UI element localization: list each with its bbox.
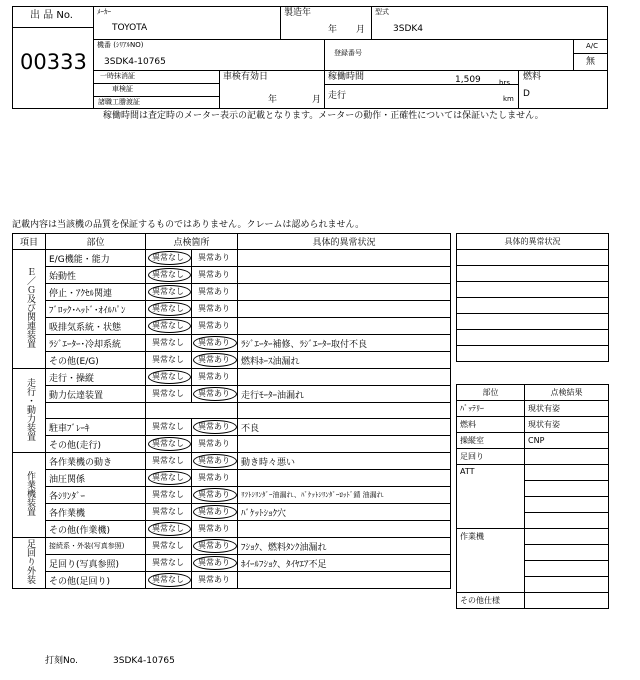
divider bbox=[191, 419, 192, 435]
part-cell: ﾗｼﾞｴｰﾀｰ･冷却系統 bbox=[46, 335, 146, 352]
check-cell bbox=[146, 538, 238, 555]
insp-year-unit: 年 bbox=[268, 95, 278, 105]
abnormal-option: 異常あり bbox=[198, 541, 230, 550]
abnormal-option: 異常あり bbox=[198, 389, 230, 398]
divider bbox=[12, 27, 94, 28]
group-label bbox=[13, 250, 46, 369]
part-cell: 各作業機の動き bbox=[46, 453, 146, 470]
part-cell: その他(走行) bbox=[46, 436, 146, 453]
divider bbox=[324, 84, 518, 85]
reg-label: 登録番号 bbox=[334, 49, 362, 57]
result-part: その他仕様 bbox=[457, 593, 525, 609]
abnormal-option: 異常あり bbox=[198, 321, 230, 330]
hours-unit: hrs bbox=[499, 79, 510, 87]
check-cell bbox=[146, 453, 238, 470]
check-result-table bbox=[456, 384, 609, 609]
table-row bbox=[13, 352, 451, 369]
table-row bbox=[13, 419, 451, 436]
divider bbox=[93, 96, 219, 97]
result-value bbox=[525, 577, 609, 593]
hours-note: 稼働時間は査定時のメーター表示の記載となります。メーターの動作・正確性については保証いたしません。 bbox=[103, 111, 544, 121]
result-value: CNP bbox=[525, 433, 609, 449]
inspection-label: 車検有効日 bbox=[223, 72, 269, 82]
divider bbox=[191, 453, 192, 469]
detail-cell bbox=[238, 521, 451, 538]
detail-cell bbox=[238, 301, 451, 318]
header-item: 項目 bbox=[13, 234, 46, 250]
table-row bbox=[13, 521, 451, 538]
abnormal-option: 異常あり bbox=[198, 287, 230, 296]
divider bbox=[191, 521, 192, 537]
year-label: 製造年 bbox=[284, 8, 312, 18]
table-row bbox=[13, 436, 451, 453]
result-value bbox=[525, 561, 609, 577]
divider bbox=[518, 70, 519, 109]
hours-label: 稼働時間 bbox=[328, 72, 365, 82]
detail-cell: ﾘﾌﾄｼﾘﾝﾀﾞｰ油漏れ、ﾊﾞｹｯﾄｼﾘﾝﾀﾞｰﾛｯﾄﾞ錆 油漏れ bbox=[238, 487, 451, 504]
part-cell: その他(足回り) bbox=[46, 572, 146, 589]
insp-month-unit: 月 bbox=[312, 95, 322, 105]
divider bbox=[93, 70, 608, 71]
part-cell: ﾌﾞﾛｯｸ･ﾍｯﾄﾞ･ｵｲﾙﾊﾟﾝ bbox=[46, 301, 146, 318]
group-name: 作業機装置 bbox=[24, 471, 35, 516]
distance-label: 走行 bbox=[328, 91, 347, 101]
disclaimer: 記載内容は当該機の品質を保証するものではありません。クレームは認められません。 bbox=[12, 220, 365, 230]
result-value bbox=[525, 529, 609, 545]
divider bbox=[324, 39, 325, 70]
abnormal-option: 異常あり bbox=[198, 304, 230, 313]
result-header-result: 点検結果 bbox=[525, 385, 609, 401]
check-cell bbox=[146, 403, 238, 419]
selection-circle bbox=[148, 437, 191, 451]
result-part: ATT bbox=[457, 465, 525, 529]
table-row bbox=[13, 386, 451, 403]
stamp-label: 打刻No. bbox=[45, 656, 78, 666]
model: 3SDK4 bbox=[393, 24, 423, 34]
normal-option: 異常なし bbox=[152, 422, 184, 431]
divider bbox=[191, 284, 192, 300]
group-name: 足回り外装 bbox=[24, 539, 35, 584]
divider bbox=[191, 250, 192, 266]
detail-cell bbox=[238, 267, 451, 284]
normal-option: 異常なし bbox=[152, 541, 184, 550]
ac-value: 無 bbox=[586, 57, 596, 67]
right-detail-row bbox=[457, 266, 609, 282]
part-cell: その他(E/G) bbox=[46, 352, 146, 369]
selection-circle bbox=[193, 488, 237, 502]
divider bbox=[191, 369, 192, 385]
detail-cell bbox=[238, 403, 451, 419]
detail-cell: 動き時々悪い bbox=[238, 453, 451, 470]
right-detail-row bbox=[457, 282, 609, 298]
result-part: 足回り bbox=[457, 449, 525, 465]
check-cell bbox=[146, 504, 238, 521]
selection-circle bbox=[148, 319, 191, 333]
check-cell bbox=[146, 301, 238, 318]
model-label: 型式 bbox=[375, 8, 389, 16]
table-row bbox=[13, 453, 451, 470]
result-value bbox=[525, 481, 609, 497]
divider bbox=[93, 39, 608, 40]
normal-option: 異常なし bbox=[152, 372, 184, 381]
detail-cell bbox=[238, 436, 451, 453]
stamp-value: 3SDK4-10765 bbox=[113, 656, 175, 666]
selection-circle bbox=[148, 370, 191, 384]
part-cell: 駐車ﾌﾞﾚｰｷ bbox=[46, 419, 146, 436]
check-cell bbox=[146, 386, 238, 403]
normal-option: 異常なし bbox=[152, 524, 184, 533]
part-cell: 動力伝達装置 bbox=[46, 386, 146, 403]
result-value bbox=[525, 497, 609, 513]
detail-cell: 走行ﾓｰﾀｰ油漏れ bbox=[238, 386, 451, 403]
abnormal-option: 異常あり bbox=[198, 575, 230, 584]
lot-no-label: 出 品 No. bbox=[30, 10, 73, 21]
result-value: 現状有姿 bbox=[525, 401, 609, 417]
header-check: 点検箇所 bbox=[146, 234, 238, 250]
part-cell: 始動性 bbox=[46, 267, 146, 284]
fuel-label: 燃料 bbox=[523, 72, 542, 82]
selection-circle bbox=[193, 420, 237, 434]
check-cell bbox=[146, 369, 238, 386]
detail-cell bbox=[238, 470, 451, 487]
table-row bbox=[13, 403, 451, 419]
normal-option: 異常なし bbox=[152, 321, 184, 330]
table-row bbox=[13, 318, 451, 335]
check-cell bbox=[146, 419, 238, 436]
check-cell bbox=[146, 470, 238, 487]
normal-option: 異常なし bbox=[152, 507, 184, 516]
part-cell: その他(作業機) bbox=[46, 521, 146, 538]
result-value bbox=[525, 465, 609, 481]
part-cell: E/G機能・能力 bbox=[46, 250, 146, 267]
detail-cell bbox=[238, 318, 451, 335]
divider bbox=[324, 70, 325, 109]
right-detail-row bbox=[457, 314, 609, 330]
detail-cell: ﾌｼｮｸ、燃料ﾀﾝｸ油漏れ bbox=[238, 538, 451, 555]
divider bbox=[191, 538, 192, 554]
selection-circle bbox=[193, 556, 237, 570]
table-row bbox=[13, 538, 451, 555]
km-unit: km bbox=[503, 95, 514, 103]
part-cell bbox=[46, 403, 146, 419]
abnormal-option: 異常あり bbox=[198, 253, 230, 262]
divider bbox=[191, 555, 192, 571]
selection-circle bbox=[193, 539, 237, 553]
check-cell bbox=[146, 436, 238, 453]
divider bbox=[191, 386, 192, 402]
selection-circle bbox=[148, 302, 191, 316]
check-cell bbox=[146, 521, 238, 538]
maker-label: ﾒｰｶｰ bbox=[97, 8, 111, 16]
selection-circle bbox=[148, 268, 191, 282]
table-row bbox=[13, 335, 451, 352]
selection-circle bbox=[193, 387, 237, 401]
check-cell bbox=[146, 352, 238, 369]
divider bbox=[191, 504, 192, 520]
selection-circle bbox=[193, 505, 237, 519]
divider bbox=[191, 470, 192, 486]
header-detail: 具体的異常状況 bbox=[238, 234, 451, 250]
table-row bbox=[13, 555, 451, 572]
hours-value: 1,509 bbox=[455, 75, 481, 85]
table-row bbox=[13, 250, 451, 267]
selection-circle bbox=[148, 251, 191, 265]
check-cell bbox=[146, 555, 238, 572]
detail-cell bbox=[238, 369, 451, 386]
divider bbox=[219, 70, 220, 109]
result-part: ﾊﾞｯﾃﾘｰ bbox=[457, 401, 525, 417]
group-name: 走行・動力装置 bbox=[24, 377, 35, 441]
right-detail-table bbox=[456, 233, 609, 362]
cert1-label: 一時抹消証 bbox=[100, 72, 135, 80]
check-cell bbox=[146, 267, 238, 284]
selection-circle bbox=[148, 573, 191, 587]
table-row bbox=[13, 504, 451, 521]
detail-cell bbox=[238, 572, 451, 589]
abnormal-option: 異常あり bbox=[198, 490, 230, 499]
normal-option: 異常なし bbox=[152, 287, 184, 296]
result-part: 作業機 bbox=[457, 529, 525, 593]
detail-cell bbox=[238, 250, 451, 267]
group-label bbox=[13, 453, 46, 538]
right-detail-header: 具体的異常状況 bbox=[457, 234, 609, 250]
normal-option: 異常なし bbox=[152, 338, 184, 347]
normal-option: 異常なし bbox=[152, 304, 184, 313]
result-value bbox=[525, 593, 609, 609]
table-row bbox=[13, 301, 451, 318]
lot-no: 00333 bbox=[20, 50, 87, 74]
abnormal-option: 異常あり bbox=[198, 355, 230, 364]
normal-option: 異常なし bbox=[152, 490, 184, 499]
check-cell bbox=[146, 284, 238, 301]
part-cell: 各ｼﾘﾝﾀﾞｰ bbox=[46, 487, 146, 504]
normal-option: 異常なし bbox=[152, 253, 184, 262]
divider bbox=[191, 267, 192, 283]
normal-option: 異常なし bbox=[152, 456, 184, 465]
group-name: Ｅ／Ｇ及び関連装置 bbox=[24, 267, 35, 348]
divider bbox=[191, 318, 192, 334]
table-row bbox=[13, 284, 451, 301]
abnormal-option: 異常あり bbox=[198, 456, 230, 465]
month-unit: 月 bbox=[356, 25, 366, 35]
check-cell bbox=[146, 250, 238, 267]
abnormal-option: 異常あり bbox=[198, 372, 230, 381]
abnormal-option: 異常あり bbox=[198, 338, 230, 347]
divider bbox=[191, 436, 192, 452]
right-detail-row bbox=[457, 250, 609, 266]
right-detail-row bbox=[457, 346, 609, 362]
divider bbox=[93, 83, 219, 84]
part-cell: 各作業機 bbox=[46, 504, 146, 521]
normal-option: 異常なし bbox=[152, 355, 184, 364]
result-value bbox=[525, 449, 609, 465]
selection-circle bbox=[193, 353, 237, 367]
check-cell bbox=[146, 487, 238, 504]
selection-circle bbox=[148, 285, 191, 299]
selection-circle bbox=[148, 522, 191, 536]
divider bbox=[280, 6, 281, 39]
table-row bbox=[13, 470, 451, 487]
divider bbox=[191, 572, 192, 588]
check-cell bbox=[146, 318, 238, 335]
divider bbox=[573, 53, 608, 54]
part-cell: 停止・ｱｸｾﾙ関連 bbox=[46, 284, 146, 301]
part-cell: 足回り(写真参照) bbox=[46, 555, 146, 572]
abnormal-option: 異常あり bbox=[198, 270, 230, 279]
selection-circle bbox=[148, 471, 191, 485]
divider bbox=[191, 352, 192, 368]
check-cell bbox=[146, 335, 238, 352]
inspection-table bbox=[12, 233, 451, 589]
result-part: 操縦室 bbox=[457, 433, 525, 449]
divider bbox=[191, 301, 192, 317]
divider bbox=[371, 6, 372, 39]
divider bbox=[191, 487, 192, 503]
detail-cell bbox=[238, 284, 451, 301]
normal-option: 異常なし bbox=[152, 558, 184, 567]
part-cell: 油圧関係 bbox=[46, 470, 146, 487]
group-label bbox=[13, 369, 46, 453]
check-cell bbox=[146, 572, 238, 589]
detail-cell: ﾎｲｰﾙﾌｼｮｸ、ﾀｲﾔｴｱ不足 bbox=[238, 555, 451, 572]
serial-label: 機番 (ｼﾘｱﾙNO) bbox=[97, 41, 144, 49]
divider bbox=[191, 335, 192, 351]
divider bbox=[93, 6, 94, 109]
right-detail-row bbox=[457, 298, 609, 314]
fuel-value: D bbox=[523, 89, 530, 99]
maker: TOYOTA bbox=[112, 23, 148, 33]
detail-cell: ﾗｼﾞｴｰﾀｰ補修、ﾗｼﾞｴｰﾀｰ取付不良 bbox=[238, 335, 451, 352]
right-detail-row bbox=[457, 330, 609, 346]
selection-circle bbox=[193, 454, 237, 468]
table-row bbox=[13, 369, 451, 386]
normal-option: 異常なし bbox=[152, 270, 184, 279]
divider bbox=[573, 39, 574, 70]
ac-label: A/C bbox=[586, 42, 599, 50]
table-row bbox=[13, 487, 451, 504]
detail-cell: ﾊﾞｹｯﾄｼｮｸ穴 bbox=[238, 504, 451, 521]
cert3-label: 諸職工謄渡証 bbox=[98, 98, 140, 106]
result-header-part: 部位 bbox=[457, 385, 525, 401]
table-row bbox=[13, 267, 451, 284]
cert2-label: 車検証 bbox=[112, 85, 133, 93]
abnormal-option: 異常あり bbox=[198, 422, 230, 431]
detail-cell: 不良 bbox=[238, 419, 451, 436]
result-value bbox=[525, 545, 609, 561]
table-row bbox=[13, 572, 451, 589]
part-cell: 吸排気系統・状態 bbox=[46, 318, 146, 335]
selection-circle bbox=[193, 336, 237, 350]
result-value: 現状有姿 bbox=[525, 417, 609, 433]
normal-option: 異常なし bbox=[152, 473, 184, 482]
result-part: 燃料 bbox=[457, 417, 525, 433]
normal-option: 異常なし bbox=[152, 439, 184, 448]
header-part: 部位 bbox=[46, 234, 146, 250]
abnormal-option: 異常あり bbox=[198, 507, 230, 516]
detail-cell: 燃料ﾎｰｽ油漏れ bbox=[238, 352, 451, 369]
serial: 3SDK4-10765 bbox=[104, 57, 166, 67]
abnormal-option: 異常あり bbox=[198, 524, 230, 533]
part-cell: 接続系・外装(写真参照) bbox=[46, 538, 146, 555]
abnormal-option: 異常あり bbox=[198, 473, 230, 482]
normal-option: 異常なし bbox=[152, 389, 184, 398]
normal-option: 異常なし bbox=[152, 575, 184, 584]
group-label bbox=[13, 538, 46, 589]
abnormal-option: 異常あり bbox=[198, 439, 230, 448]
result-value bbox=[525, 513, 609, 529]
part-cell: 走行・操縦 bbox=[46, 369, 146, 386]
year-unit: 年 bbox=[328, 25, 338, 35]
abnormal-option: 異常あり bbox=[198, 558, 230, 567]
